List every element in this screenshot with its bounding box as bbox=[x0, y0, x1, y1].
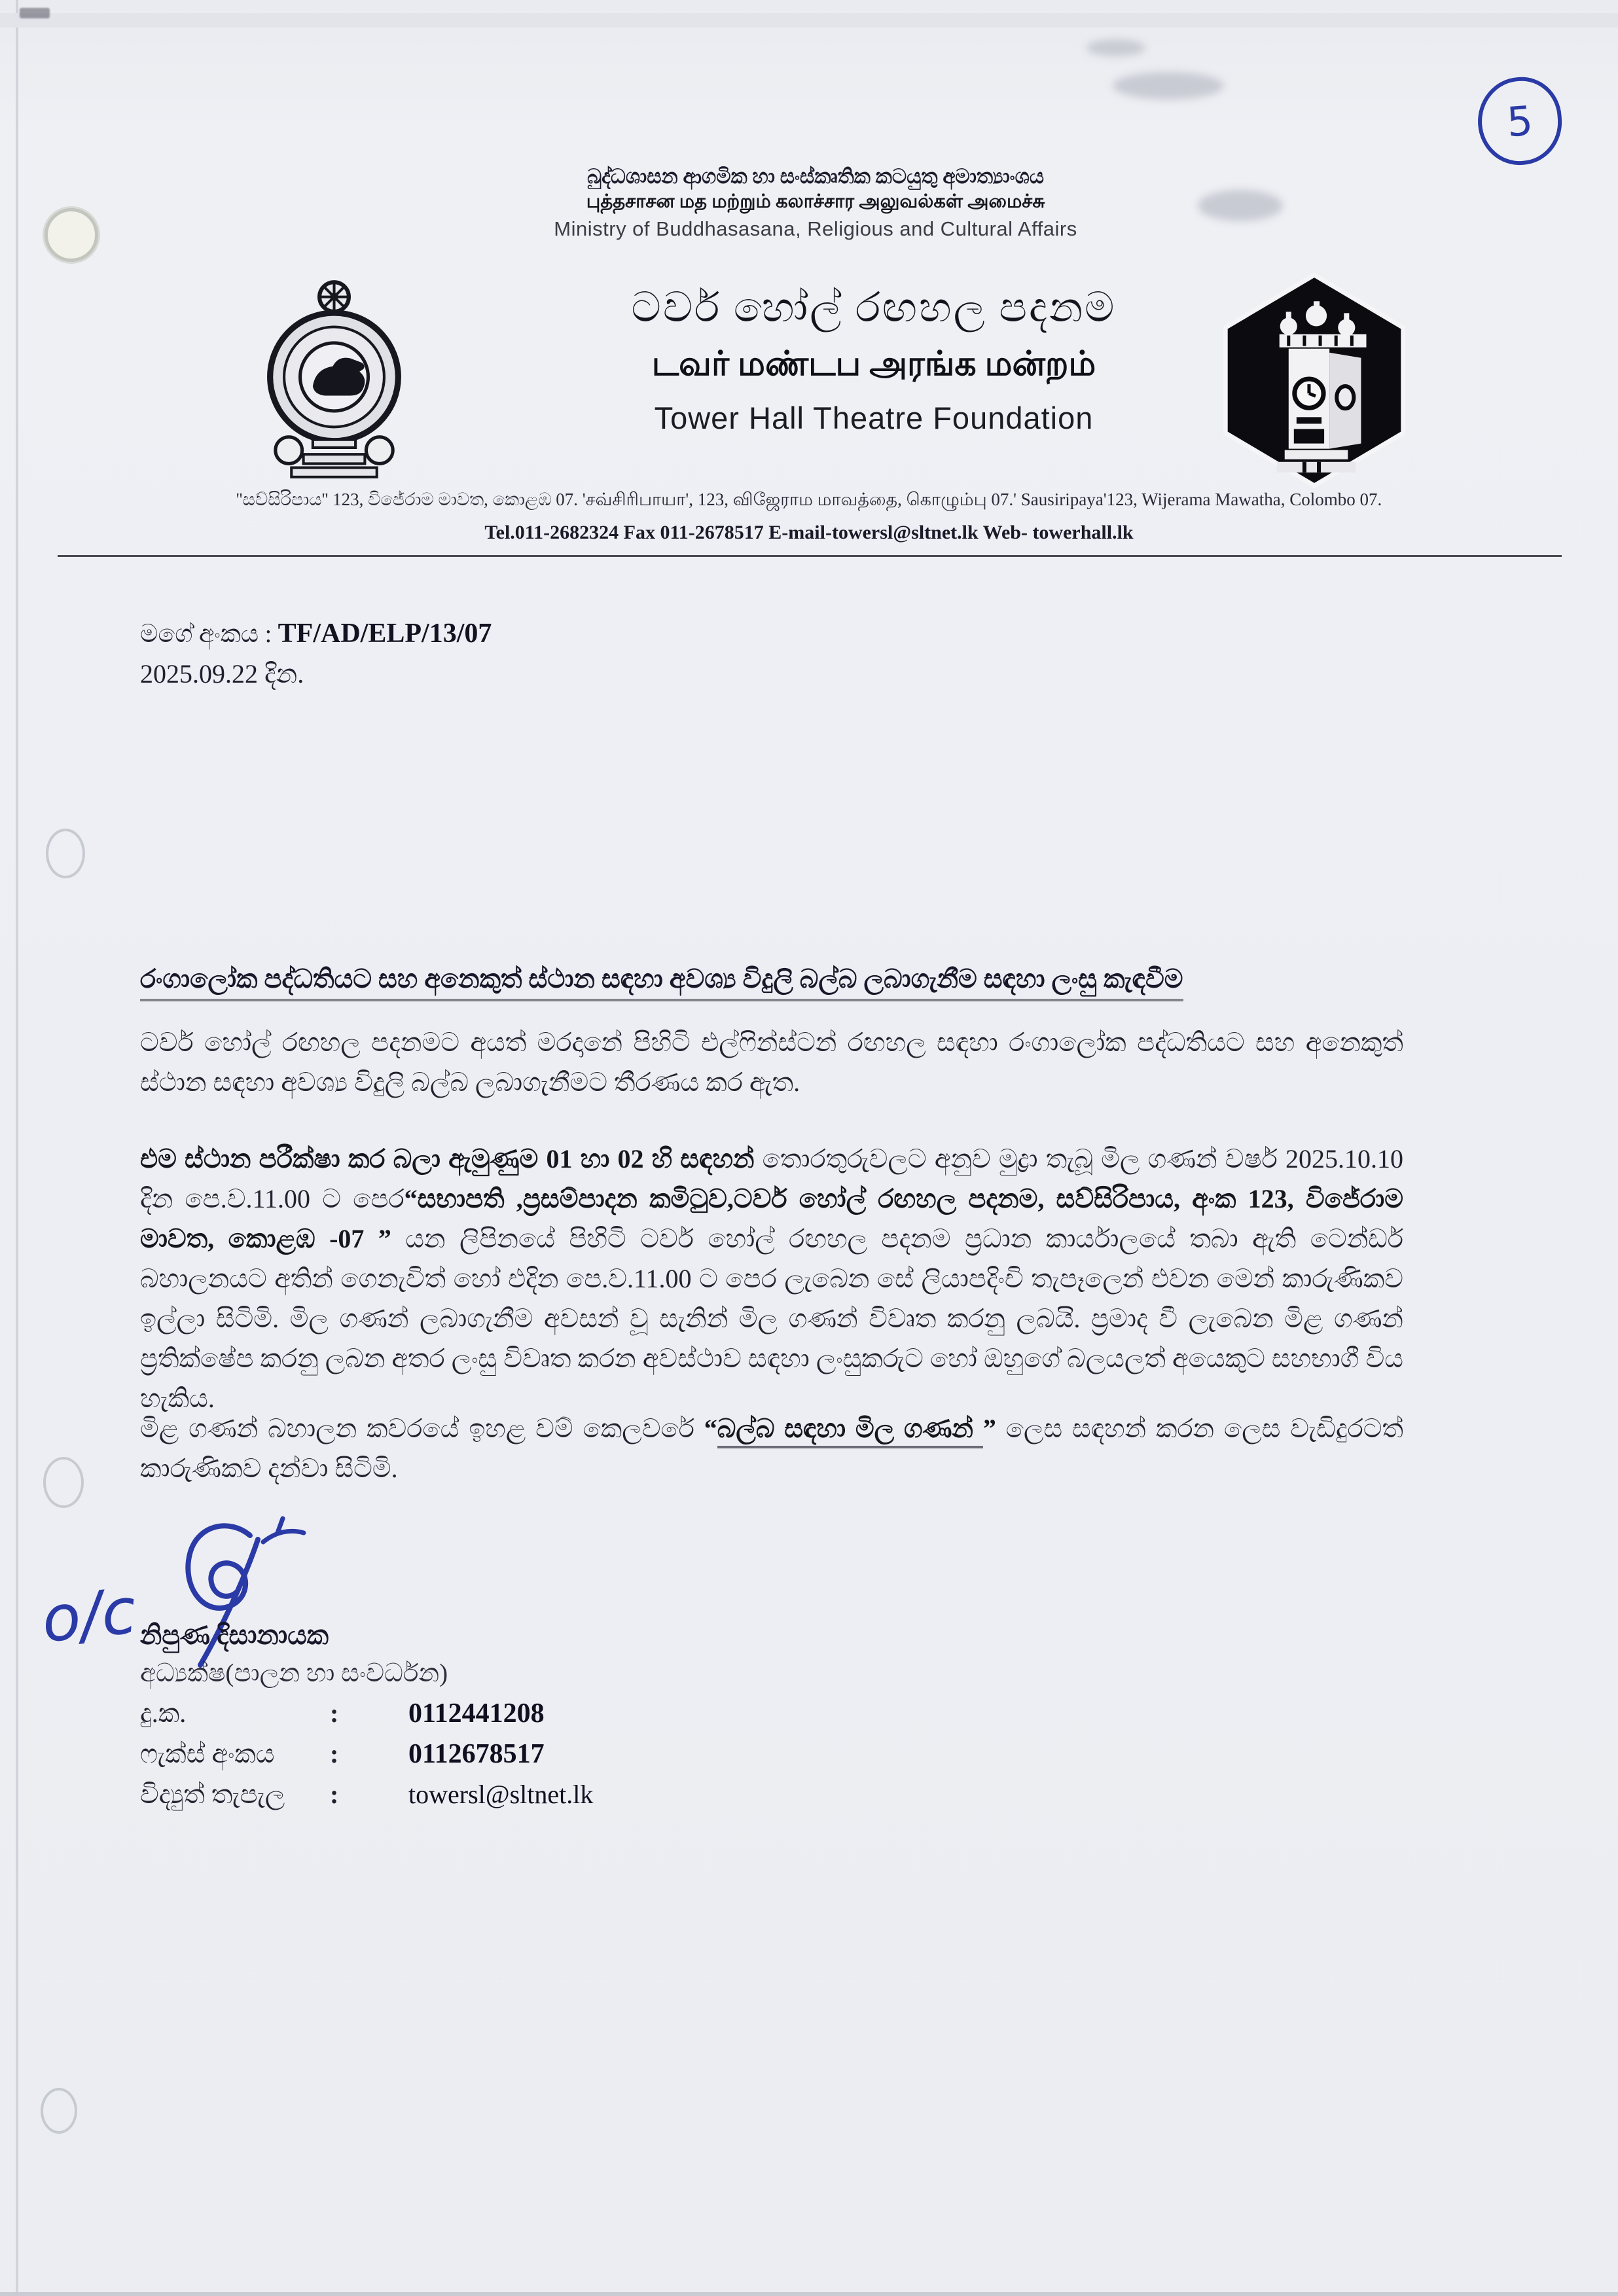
page-number-text: 5 bbox=[1505, 96, 1535, 146]
clock-tower-icon bbox=[1212, 271, 1416, 488]
ministry-header bbox=[416, 164, 1215, 242]
phone-label: දු.ක. bbox=[140, 1698, 187, 1728]
paragraph-2-text-2: යන ලිපිනයේ පිහිටි ටවර් හෝල් රඟහල පදනම ප්‍රධාන කාර්යාලයේ තබා ඇති ටෙන්ඩර් බහාලනයට අතින් ගෙනැවිත් හෝ එදින පෙ.ව.11.00 ට පෙර ලැබෙන සේ ලියාපදිංචි තැපෑලෙන් එවන මෙන් කාරුණිකව ඉල්ලා සිටිමි. මිල ගණන් ලබාගැනීම අවසන් වූ සැනින් මිල ගණන් විවෘත කරනු ලබයි. ප්‍රමාද වී ලැබෙන මිළ ගණන් ප්‍රතික්ෂේප කරනු ලබන අතර ලංසු විවෘත කරන අවස්ථාව සඳහා ලංසුකරුට හෝ ඔහුගේ බලයලත් අයෙකුට සහභාගී විය හැකිය. bbox=[140, 1224, 1404, 1413]
scan-edge-bottom bbox=[0, 2292, 1618, 2296]
letter-date: 2025.09.22 දින. bbox=[140, 659, 304, 689]
scan-smudge bbox=[1087, 39, 1145, 56]
fax-row bbox=[140, 1738, 1056, 1770]
reference-label: මගේ අංකය : bbox=[140, 620, 278, 648]
email-row bbox=[140, 1779, 1056, 1810]
fax-separator: : bbox=[330, 1739, 339, 1768]
scan-smudge bbox=[1113, 72, 1224, 99]
punch-hole bbox=[41, 2088, 77, 2134]
phone-number: 0112441208 bbox=[408, 1698, 545, 1729]
foundation-name-tamil: டவர் மண்டப அரங்க மன்றம் bbox=[651, 346, 1096, 383]
fax-number: 0112678517 bbox=[408, 1739, 545, 1769]
paragraph-2 bbox=[140, 1139, 1403, 1418]
paragraph-1: ටවර් හෝල් රඟහල පදනමට අයත් මරදානේ පිහිටි එල්ෆින්ස්ටන් රඟහල සඳහා රංගාලෝක පද්ධතියට සහ අනෙකුත් ස්ථාන සඳහා අවශ්‍ය විදුලි බල්බ ලබාගැනීමට තීරණය කර ඇත. bbox=[140, 1028, 1403, 1097]
paragraph-2-bold-address: “සභාපති ,ප්‍රසම්පාදන කමිටුව,ටවර් හෝල් රඟහල පදනම, සව්සිරිපාය, අංක 123, විජේරාම මාවත, කොළඹ -07 ” bbox=[140, 1184, 1404, 1253]
contact-line: Tel.011-2682324 Fax 011-2678517 E-mail-towersl@sltnet.lk Web- towerhall.lk bbox=[484, 522, 1134, 543]
foundation-title-block bbox=[550, 284, 1198, 436]
foundation-name-english: Tower Hall Theatre Foundation bbox=[654, 401, 1094, 435]
handwritten-signature bbox=[152, 1513, 322, 1677]
reference-line bbox=[140, 618, 492, 649]
open-quote: “ bbox=[704, 1414, 717, 1443]
foundation-name-sinhala: ටවර් හෝල් රඟහල පදනම bbox=[631, 285, 1117, 331]
phone-separator: : bbox=[330, 1698, 339, 1728]
scan-smudge bbox=[20, 8, 50, 18]
email-label: විද්‍යුත් තැපැල bbox=[140, 1780, 285, 1809]
sri-lanka-national-emblem-logo bbox=[247, 275, 421, 488]
paragraph-3 bbox=[140, 1408, 1403, 1488]
ministry-name-sinhala: බුද්ධශාසන ආගමික හා සංස්කෘතික කටයුතු අමාත්‍යාංශය bbox=[586, 165, 1045, 188]
envelope-marking-phrase: බල්බ සඳහා මිල ගණන් bbox=[717, 1414, 983, 1448]
handwritten-page-number-mark bbox=[1475, 75, 1564, 168]
email-separator: : bbox=[330, 1780, 339, 1809]
address-line: ''සව්සිරිපාය'' 123, විජේරාම මාවත, කොළඹ 07. 'சவ்சிரிபாயா', 123, விஜேராம மாவத்தை, கொழும்பு 07.' Sausiripaya'123, Wijerama Mawatha, Colombo 07. bbox=[236, 490, 1382, 509]
oc-handwritten-mark: o/c bbox=[38, 1573, 140, 1657]
paragraph-2-bold-annexes: එම ස්ථාන පරීක්ෂා කර බලා ඇමුණුම 01 හා 02 හි සඳහන් bbox=[140, 1144, 755, 1174]
reference-number: TF/AD/ELP/13/07 bbox=[278, 619, 492, 649]
punch-hole bbox=[46, 829, 85, 878]
subject-line bbox=[140, 963, 1403, 994]
signatory-name: නිපුණ දිසානායක bbox=[140, 1620, 329, 1650]
paragraph-3-text-2: ලෙස සඳහන් කරන ලෙස වැඩිදුරටත් කාරුණිකව දන්වා සිටිමි. bbox=[140, 1414, 1403, 1483]
national-emblem-icon bbox=[247, 275, 421, 484]
fax-label: ෆැක්ස් අංකය bbox=[140, 1739, 275, 1768]
scan-edge-left bbox=[16, 0, 18, 2296]
close-quote: ” bbox=[982, 1414, 996, 1443]
paragraph-2-text: තොරතුරුවලට අනුව මුද්‍රා තැබූ මිල ගණන් වර්ෂ 2025.10.10 දින පෙ.ව.11.00 ට පෙර bbox=[140, 1144, 1403, 1213]
scan-edge-top bbox=[0, 13, 1618, 27]
subject-text: රංගාලෝක පද්ධතියට සහ අනෙකුත් ස්ථාන සඳහා අවශ්‍ය විදුලි බල්බ ලබාගැනීම සඳහා ලංසු කැඳවීම bbox=[140, 964, 1183, 1001]
header-divider bbox=[58, 555, 1562, 557]
paragraph-3-text: මිළ ගණන් බහාලන කවරයේ ඉහළ වම් කෙලවරේ bbox=[140, 1414, 704, 1443]
tower-hall-logo bbox=[1212, 271, 1416, 492]
punch-hole bbox=[45, 208, 98, 262]
ministry-name-tamil: புத்தசாசன மத மற்றும் கலாச்சார அலுவல்கள் அமைச்சு bbox=[586, 190, 1045, 212]
email-address: towersl@sltnet.lk bbox=[408, 1780, 594, 1809]
punch-hole bbox=[43, 1457, 84, 1508]
ministry-name-english: Ministry of Buddhasasana, Religious and Cultural Affairs bbox=[554, 217, 1077, 240]
phone-row bbox=[140, 1698, 1056, 1729]
signatory-designation: අධ්‍යක්ෂ(පාලන හා සංවර්ධන) bbox=[140, 1659, 448, 1687]
